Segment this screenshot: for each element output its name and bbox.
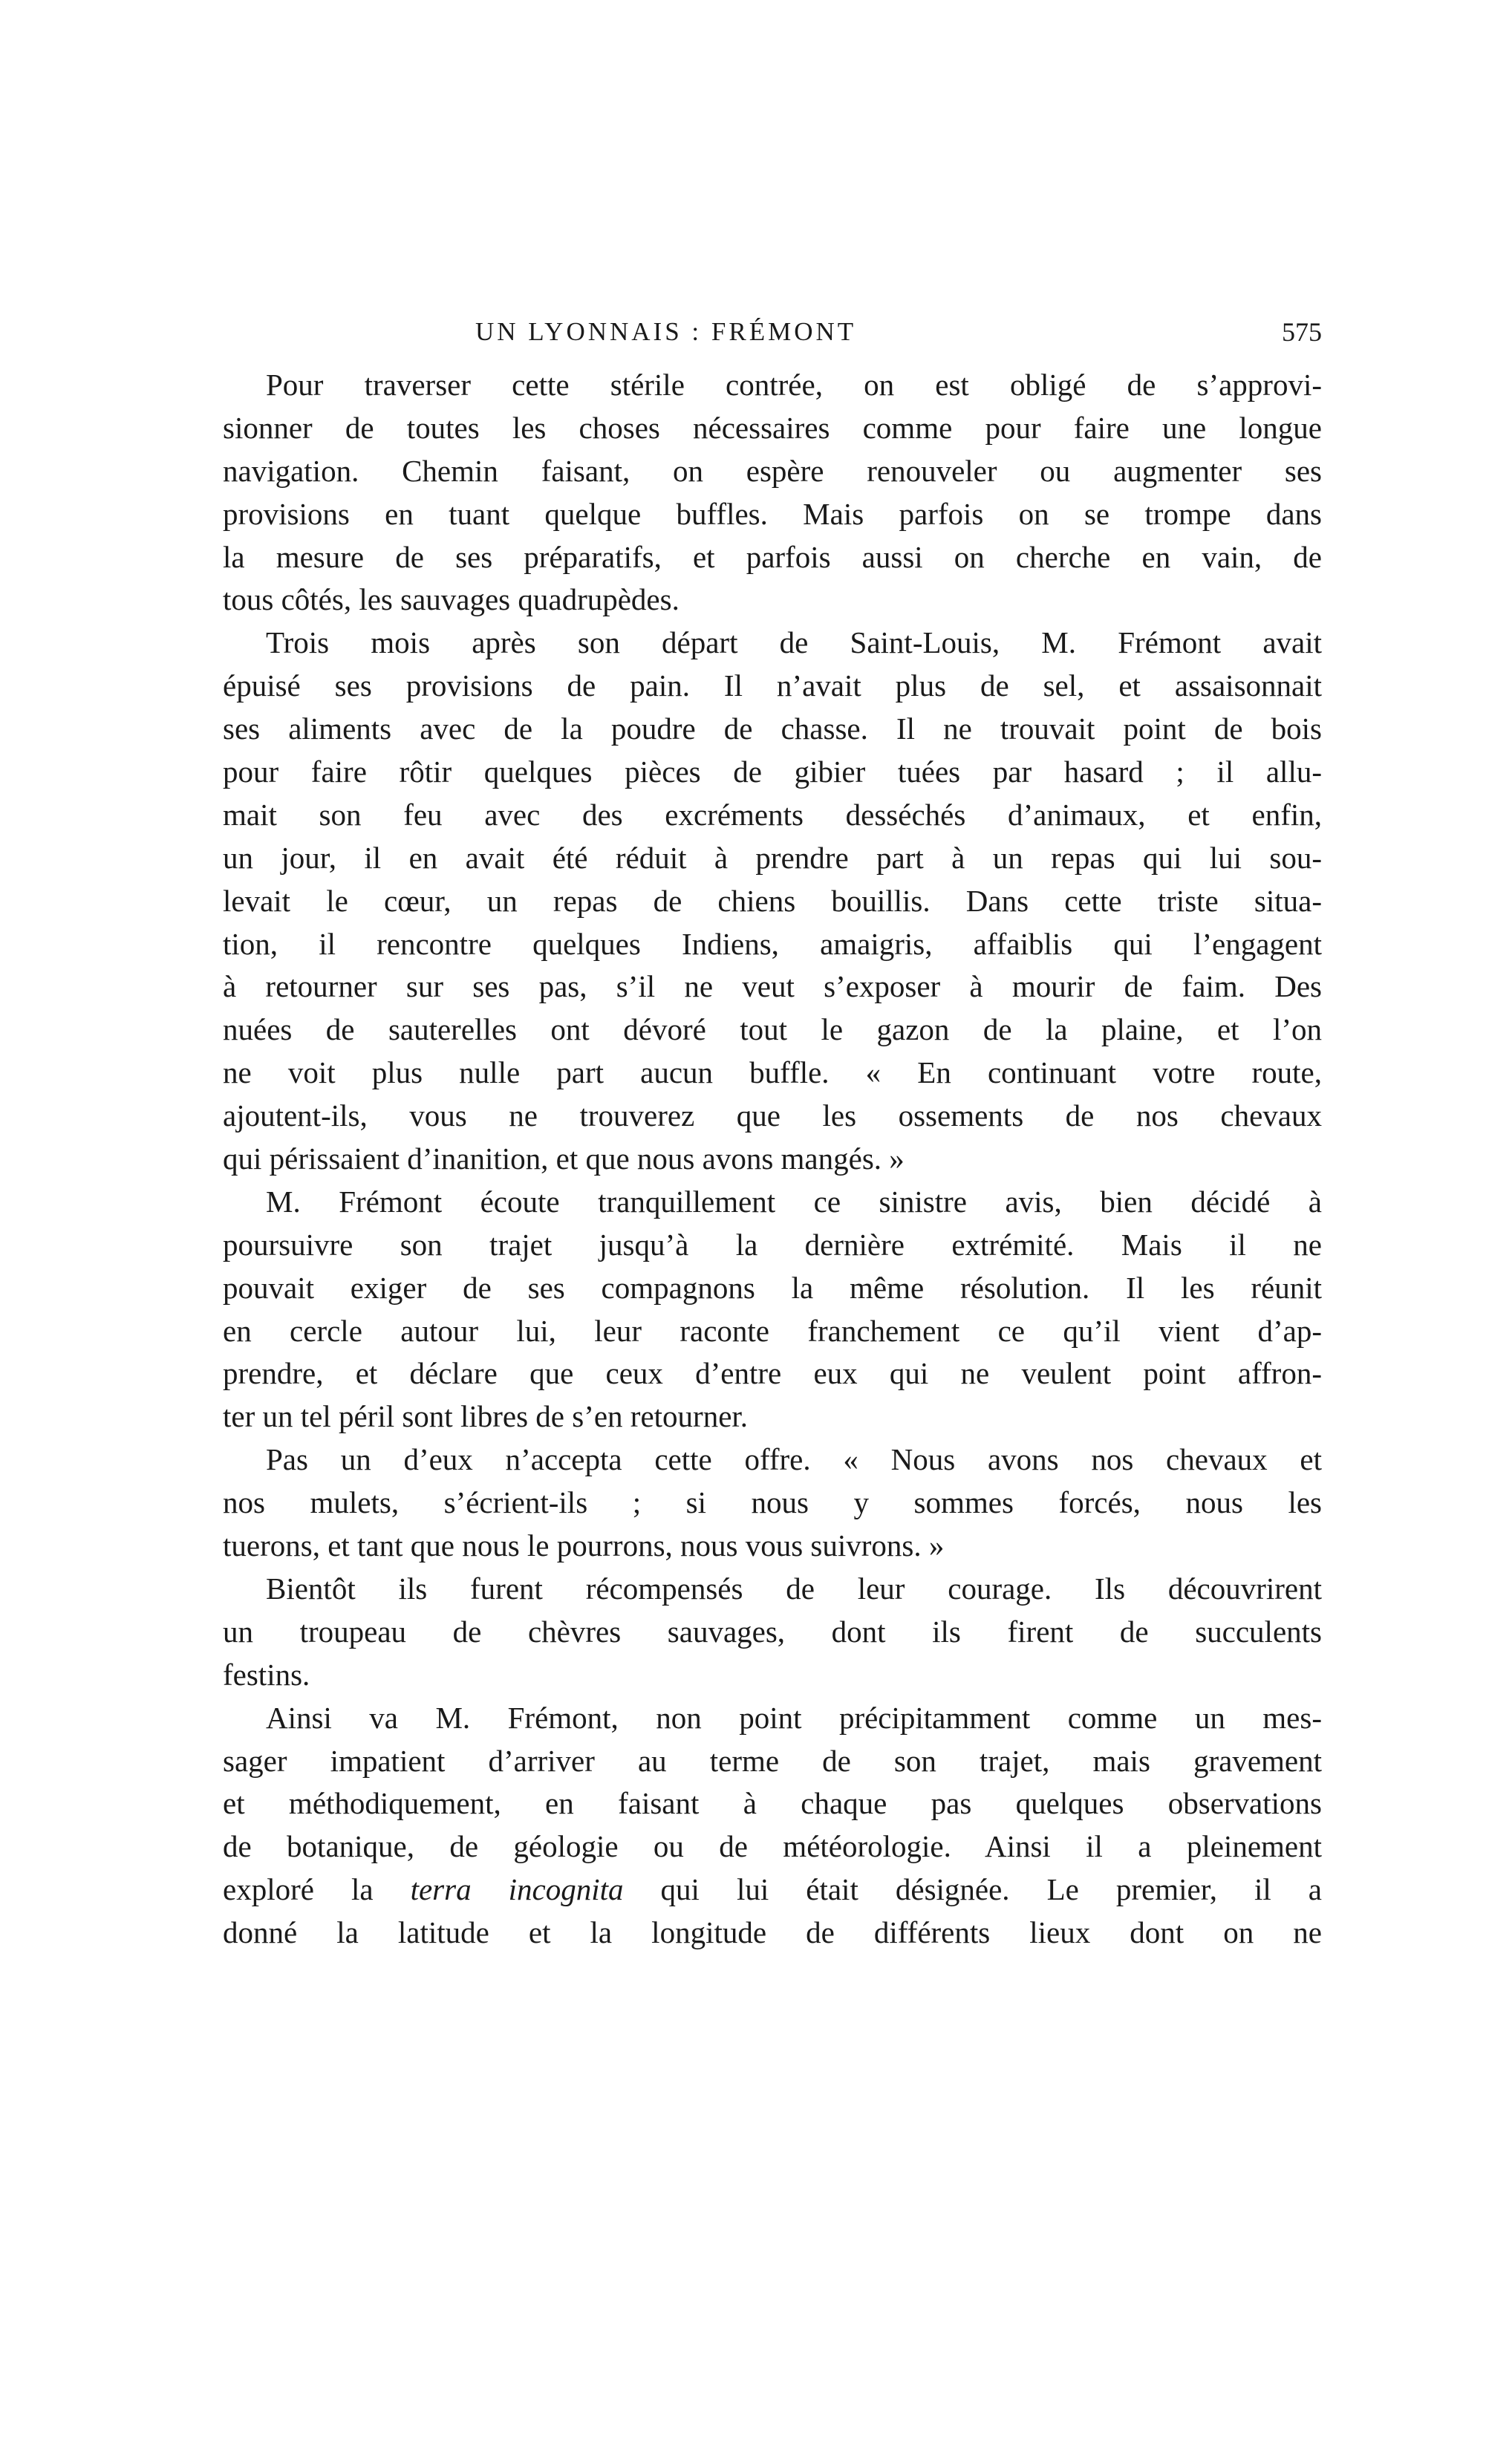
text-line: et méthodiquement, en faisant à chaque pas quelques observations xyxy=(223,1786,1322,1821)
text-fragment: exploré la xyxy=(223,1872,411,1907)
text-line: en cercle autour lui, leur raconte franchement ce qu’il vient d’ap- xyxy=(223,1313,1322,1348)
text-line: ter un tel péril sont libres de s’en retourner. xyxy=(223,1399,749,1434)
text-line: pour faire rôtir quelques pièces de gibier tuées par hasard ; il allu- xyxy=(223,755,1322,789)
page-number: 575 xyxy=(1282,317,1322,347)
text-line: ses aliments avec de la poudre de chasse. Il ne trouvait point de bois xyxy=(223,711,1322,746)
text-line: mait son feu avec des excréments desséchés d’animaux, et enfin, xyxy=(223,797,1322,832)
text-line: provisions en tuant quelque buffles. Mais parfois on se trompe dans xyxy=(223,496,1322,531)
text-line: Bientôt ils furent récompensés de leur courage. Ils découvrirent xyxy=(266,1571,1322,1606)
text-line: nuées de sauterelles ont dévoré tout le gazon de la plaine, et l’on xyxy=(223,1012,1322,1047)
text-line: donné la latitude et la longitude de différents lieux dont on ne xyxy=(223,1915,1322,1950)
text-line: un troupeau de chèvres sauvages, dont ils firent de succulents xyxy=(223,1614,1322,1649)
paragraph-3 xyxy=(223,1181,1322,1438)
text-fragment: qui lui était désignée. Le premier, il a xyxy=(623,1872,1322,1907)
text-line: nos mulets, s’écrient-ils ; si nous y sommes forcés, nous les xyxy=(223,1485,1322,1520)
text-line: sionner de toutes les choses nécessaires comme pour faire une longue xyxy=(223,410,1322,445)
text-line: tous côtés, les sauvages quadrupèdes. xyxy=(223,582,680,617)
text-line: Ainsi va M. Frémont, non point précipitamment comme un mes- xyxy=(266,1700,1322,1735)
running-head xyxy=(223,313,1322,351)
italic-phrase: terra incognita xyxy=(410,1872,624,1907)
body-text xyxy=(223,364,1322,1955)
text-line: Pour traverser cette stérile contrée, on est obligé de s’approvi- xyxy=(266,368,1322,402)
text-line: qui périssaient d’inanition, et que nous avons mangés. » xyxy=(223,1141,905,1176)
text-line: à retourner sur ses pas, s’il ne veut s’exposer à mourir de faim. Des xyxy=(223,969,1322,1004)
text-line: prendre, et déclare que ceux d’entre eux qui ne veulent point affron- xyxy=(223,1356,1322,1391)
text-line: festins. xyxy=(223,1657,310,1692)
text-line: M. Frémont écoute tranquillement ce sinistre avis, bien décidé à xyxy=(266,1184,1322,1219)
paragraph-5 xyxy=(223,1568,1322,1697)
text-line: levait le cœur, un repas de chiens bouillis. Dans cette triste situa- xyxy=(223,883,1322,918)
text-line: pouvait exiger de ses compagnons la même résolution. Il les réunit xyxy=(223,1270,1322,1305)
paragraph-2 xyxy=(223,622,1322,1181)
text-line: de botanique, de géologie ou de météorologie. Ainsi il a pleinement xyxy=(223,1829,1322,1864)
text-line: un jour, il en avait été réduit à prendre part à un repas qui lui sou- xyxy=(223,840,1322,875)
text-line: Trois mois après son départ de Saint-Louis, M. Frémont avait xyxy=(266,625,1322,660)
text-line: la mesure de ses préparatifs, et parfois aussi on cherche en vain, de xyxy=(223,539,1322,574)
text-line: poursuivre son trajet jusqu’à la dernière extrémité. Mais il ne xyxy=(223,1227,1322,1262)
text-line: épuisé ses provisions de pain. Il n’avait plus de sel, et assaisonnait xyxy=(223,668,1322,703)
text-line: navigation. Chemin faisant, on espère renouveler ou augmenter ses xyxy=(223,453,1322,488)
text-line: Pas un d’eux n’accepta cette offre. « Nous avons nos chevaux et xyxy=(266,1442,1322,1477)
running-title: UN LYONNAIS : FRÉMONT xyxy=(475,317,857,346)
paragraph-6 xyxy=(223,1697,1322,1955)
text-line-with-italic xyxy=(223,1868,1322,1912)
text-line: sager impatient d’arriver au terme de son trajet, mais gravement xyxy=(223,1743,1322,1778)
text-line: ajoutent-ils, vous ne trouverez que les ossements de nos chevaux xyxy=(223,1098,1322,1133)
paragraph-1 xyxy=(223,364,1322,622)
text-line: tuerons, et tant que nous le pourrons, nous vous suivrons. » xyxy=(223,1528,945,1563)
text-line: tion, il rencontre quelques Indiens, amaigris, affaiblis qui l’engagent xyxy=(223,926,1322,961)
paragraph-4 xyxy=(223,1438,1322,1568)
text-line: ne voit plus nulle part aucun buffle. « En continuant votre route, xyxy=(223,1055,1322,1090)
